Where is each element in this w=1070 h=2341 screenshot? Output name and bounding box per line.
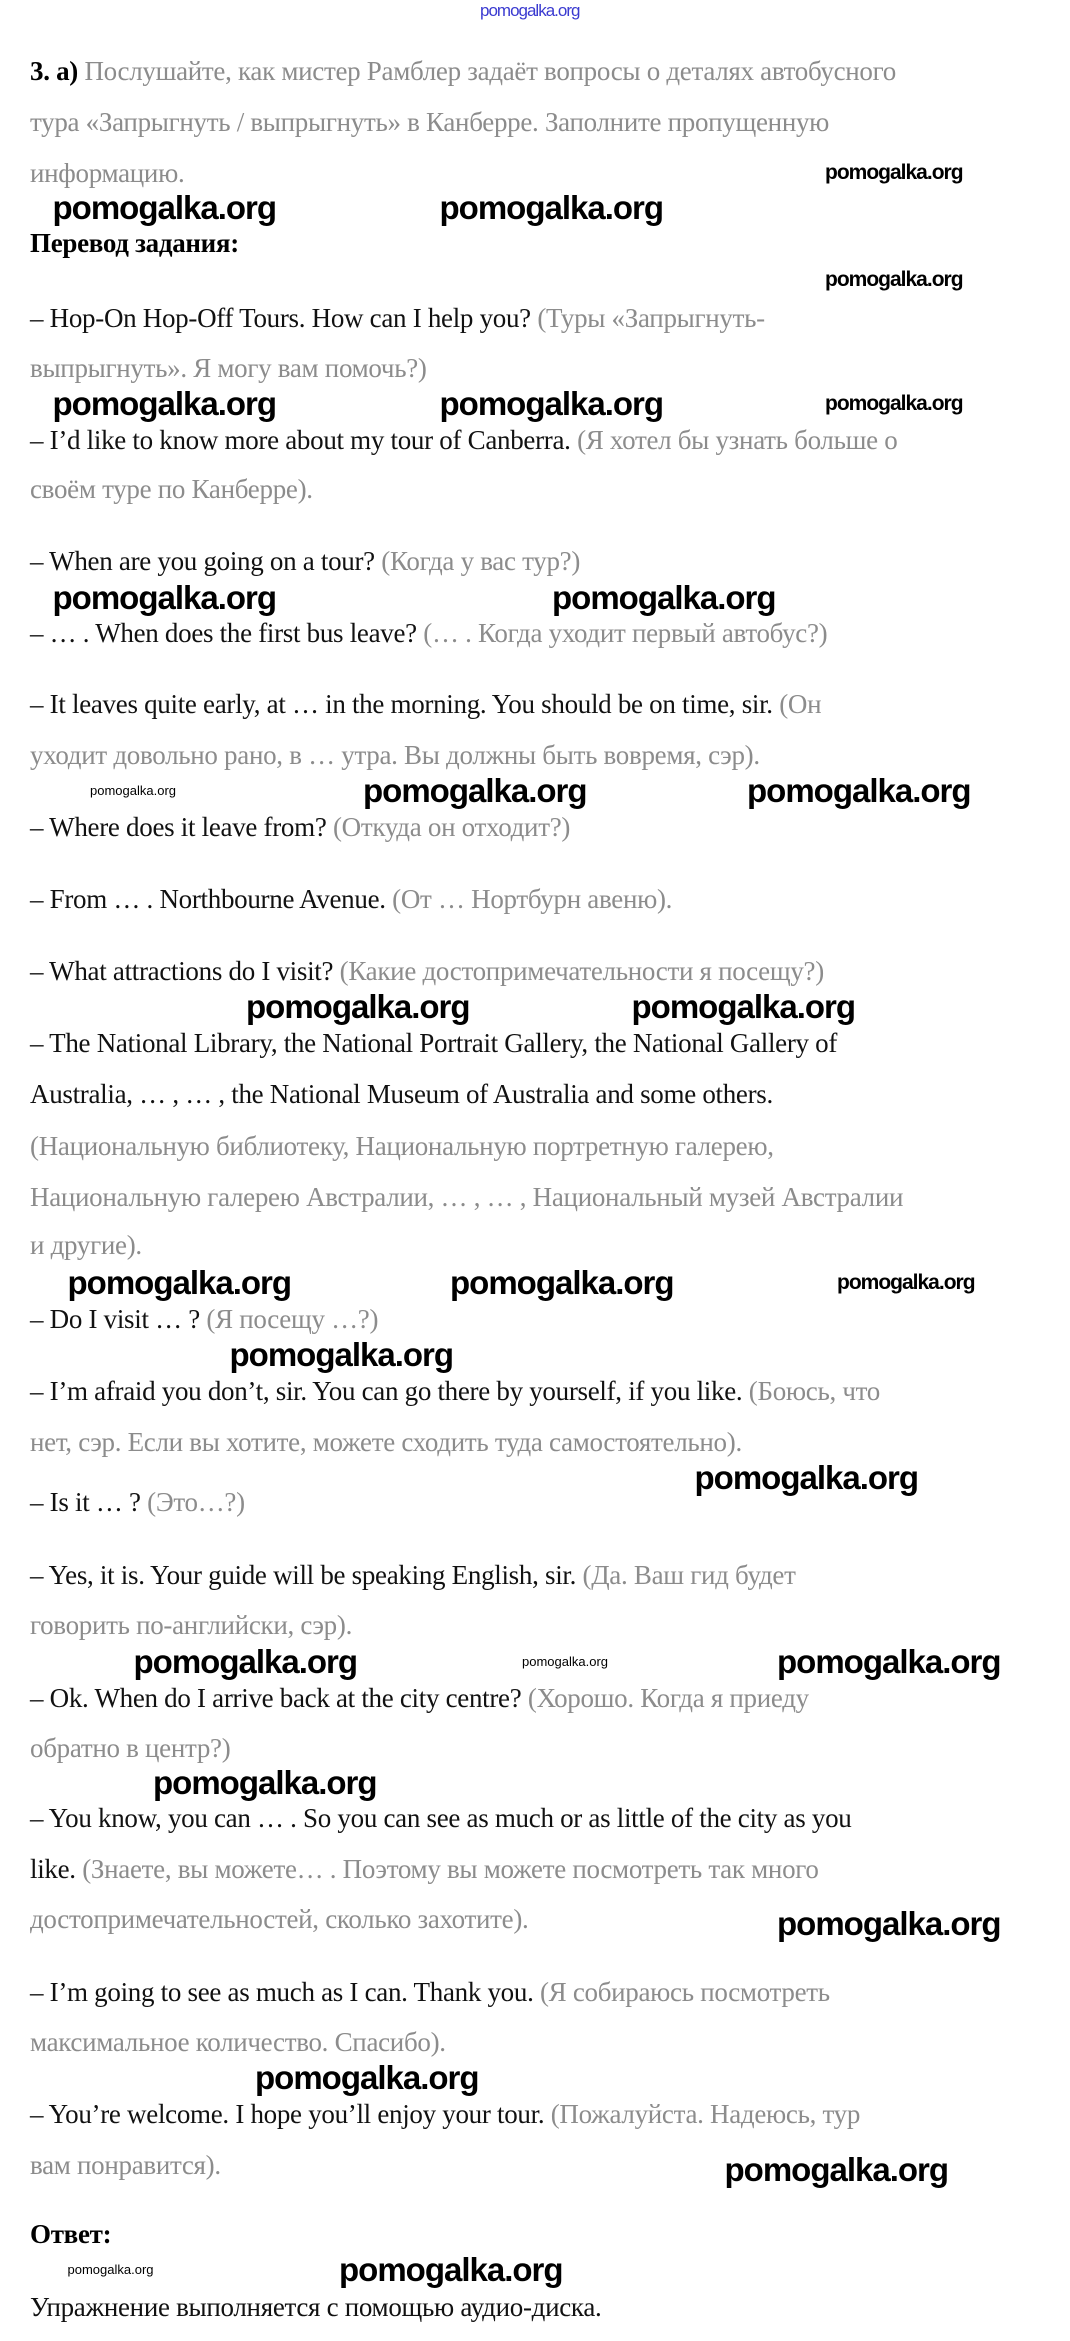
text-line bbox=[30, 474, 313, 504]
text-line bbox=[30, 353, 427, 383]
bold-heading: Ответ: bbox=[30, 2218, 112, 2249]
text-line bbox=[30, 56, 896, 86]
text-line bbox=[30, 1230, 142, 1260]
translation-text: и другие). bbox=[30, 1230, 142, 1260]
text-line bbox=[30, 1427, 742, 1457]
translation-text: (Я посещу …?) bbox=[199, 1303, 379, 1334]
translation-text: Национальную галерею Австралии, … , … , Национальный музей Австралии bbox=[30, 1182, 904, 1212]
watermark: pomogalka.org bbox=[777, 1642, 1001, 1680]
text-line bbox=[30, 1028, 837, 1058]
dialogue-text: like. bbox=[30, 1854, 76, 1884]
translation-text: максимальное количество. Спасибо). bbox=[30, 2026, 446, 2057]
dialogue-text: – Yes, it is. Your guide will be speaking English, sir. bbox=[30, 1560, 577, 1590]
text-line bbox=[30, 1977, 830, 2007]
watermark: pomogalka.org bbox=[153, 1764, 377, 1802]
text-line bbox=[30, 1487, 245, 1517]
dialogue-text: Упражнение выполняется с помощью аудио-диска. bbox=[30, 2292, 602, 2322]
text-line bbox=[30, 740, 760, 770]
text-line bbox=[30, 1683, 809, 1713]
text-line bbox=[30, 884, 672, 914]
text-line bbox=[30, 107, 829, 137]
watermark: pomogalka.org bbox=[67, 2262, 154, 2277]
watermark: pomogalka.org bbox=[694, 1459, 919, 1496]
translation-text: (Какие достопримечательности я посещу?) bbox=[333, 955, 824, 986]
text-line bbox=[30, 158, 184, 188]
watermark: pomogalka.org bbox=[52, 189, 277, 227]
watermark: pomogalka.org bbox=[450, 1264, 674, 1301]
text-line bbox=[30, 1182, 903, 1212]
dialogue-text: – Is it … ? bbox=[30, 1486, 141, 1517]
translation-text: вам понравится). bbox=[30, 2149, 221, 2180]
dialogue-text: – You’re welcome. I hope you’ll enjoy your tour. bbox=[30, 2098, 545, 2129]
text-line bbox=[30, 1560, 796, 1590]
translation-text: Послушайте, как мистер Рамблер задаёт вопросы о деталях автобусного bbox=[78, 55, 896, 86]
watermark: pomogalka.org bbox=[724, 2150, 949, 2188]
translation-text: (Пожалуйста. Надеюсь, тур bbox=[544, 2098, 861, 2129]
dialogue-text: Australia, … , … , the National Museum of Australia and some others. bbox=[30, 1078, 773, 1109]
header-watermark[interactable]: pomogalka.org bbox=[480, 1, 580, 20]
dialogue-text: – Hop-On Hop-Off Tours. How can I help you? bbox=[30, 303, 531, 333]
dialogue-text: – I’d like to know more about my tour of Canberra. bbox=[30, 424, 571, 455]
translation-text: (Я собираюсь посмотреть bbox=[533, 1977, 830, 2007]
translation-text: (Хорошо. Когда я приеду bbox=[521, 1683, 809, 1713]
watermark: pomogalka.org bbox=[133, 1642, 358, 1680]
bold-heading: Перевод задания: bbox=[30, 228, 239, 258]
dialogue-text: – Do I visit … ? bbox=[30, 1303, 200, 1334]
translation-text: уходит довольно рано, в … утра. Вы должны быть вовремя, сэр). bbox=[30, 739, 760, 770]
text-line bbox=[30, 228, 239, 258]
watermark: pomogalka.org bbox=[837, 1271, 975, 1294]
text-line bbox=[30, 1803, 851, 1833]
dialogue-text: – It leaves quite early, at … in the morning. You should be on time, sir. bbox=[30, 688, 773, 719]
dialogue-text: – Where does it leave from? bbox=[30, 811, 327, 842]
text-line bbox=[30, 2027, 446, 2057]
translation-text: (Да. Ваш гид будет bbox=[576, 1560, 796, 1590]
translation-text: (… . Когда уходит первый автобус?) bbox=[416, 618, 828, 648]
text-line bbox=[30, 546, 580, 576]
text-line bbox=[30, 303, 765, 333]
text-line bbox=[30, 1610, 352, 1640]
text-line bbox=[30, 689, 821, 719]
text-line bbox=[30, 1733, 230, 1763]
dialogue-text: – When are you going on a tour? bbox=[30, 546, 375, 576]
translation-text: тура «Запрыгнуть / выпрыгнуть» в Канберре. Заполните пропущенную bbox=[30, 106, 830, 137]
watermark: pomogalka.org bbox=[339, 2251, 563, 2288]
watermark: pomogalka.org bbox=[229, 1336, 454, 1373]
text-line bbox=[30, 2099, 860, 2129]
dialogue-text: – I’m going to see as much as I can. Thank you. bbox=[30, 1977, 534, 2007]
watermark: pomogalka.org bbox=[255, 2059, 479, 2096]
watermark: pomogalka.org bbox=[747, 772, 971, 809]
translation-text: (От … Нортбурн авеню). bbox=[385, 883, 673, 914]
translation-text: (Боюсь, что bbox=[742, 1375, 880, 1406]
dialogue-text: – You know, you can … . So you can see as much or as little of the city as you bbox=[30, 1803, 852, 1833]
text-line bbox=[30, 2150, 221, 2180]
translation-text: (Он bbox=[772, 688, 822, 719]
text-line bbox=[30, 956, 824, 986]
watermark: pomogalka.org bbox=[439, 189, 664, 227]
watermark: pomogalka.org bbox=[522, 1653, 608, 1669]
translation-text: нет, сэр. Если вы хотите, можете сходить туда самостоятельно). bbox=[30, 1426, 742, 1457]
dialogue-text: – The National Library, the National Portrait Gallery, the National Gallery of bbox=[30, 1027, 838, 1058]
text-line bbox=[30, 1376, 880, 1406]
dialogue-text: – I’m afraid you don’t, sir. You can go there by yourself, if you like. bbox=[30, 1375, 743, 1406]
translation-text: (Это…?) bbox=[140, 1486, 245, 1517]
translation-text: (Национальную библиотеку, Национальную портретную галерею, bbox=[30, 1131, 774, 1161]
watermark: pomogalka.org bbox=[52, 385, 277, 422]
translation-text: говорить по-английски, сэр). bbox=[30, 1609, 353, 1640]
watermark: pomogalka.org bbox=[363, 772, 587, 809]
translation-text: (Знаете, вы можете… . Поэтому вы можете посмотреть так много bbox=[75, 1854, 819, 1884]
text-line bbox=[30, 1854, 819, 1884]
watermark: pomogalka.org bbox=[825, 267, 963, 291]
translation-text: обратно в центр?) bbox=[30, 1732, 231, 1763]
text-line bbox=[30, 1304, 378, 1334]
text-line bbox=[30, 2292, 601, 2322]
dialogue-text: – From … . Northbourne Avenue. bbox=[30, 883, 386, 914]
dialogue-text: – What attractions do I visit? bbox=[30, 955, 334, 986]
translation-text: выпрыгнуть». Я могу вам помочь?) bbox=[30, 352, 427, 383]
translation-text: информацию. bbox=[30, 157, 185, 188]
watermark: pomogalka.org bbox=[52, 578, 277, 616]
text-line bbox=[30, 618, 827, 648]
watermark: pomogalka.org bbox=[777, 1904, 1001, 1942]
bold-heading: 3. а) bbox=[30, 55, 78, 86]
text-line bbox=[30, 2219, 111, 2249]
translation-text: своём туре по Канберре). bbox=[30, 474, 313, 504]
watermark: pomogalka.org bbox=[631, 988, 856, 1025]
text-line bbox=[30, 812, 570, 842]
text-line bbox=[30, 1904, 529, 1934]
watermark: pomogalka.org bbox=[67, 1264, 292, 1301]
watermark: pomogalka.org bbox=[246, 988, 470, 1025]
watermark: pomogalka.org bbox=[90, 783, 176, 798]
text-line bbox=[30, 1079, 773, 1109]
translation-text: (Откуда он отходит?) bbox=[326, 811, 571, 842]
watermark: pomogalka.org bbox=[552, 578, 776, 616]
watermark: pomogalka.org bbox=[825, 161, 963, 184]
translation-text: (Туры «Запрыгнуть- bbox=[530, 303, 765, 333]
translation-text: (Когда у вас тур?) bbox=[374, 546, 581, 576]
translation-text: достопримечательностей, сколько захотите). bbox=[30, 1903, 529, 1934]
translation-text: (Я хотел бы узнать больше о bbox=[570, 424, 898, 455]
text-line bbox=[30, 1131, 774, 1161]
watermark: pomogalka.org bbox=[439, 385, 664, 422]
dialogue-text: – Ok. When do I arrive back at the city centre? bbox=[30, 1683, 522, 1713]
dialogue-text: – … . When does the first bus leave? bbox=[30, 618, 417, 648]
text-line bbox=[30, 425, 897, 455]
watermark: pomogalka.org bbox=[825, 392, 963, 415]
